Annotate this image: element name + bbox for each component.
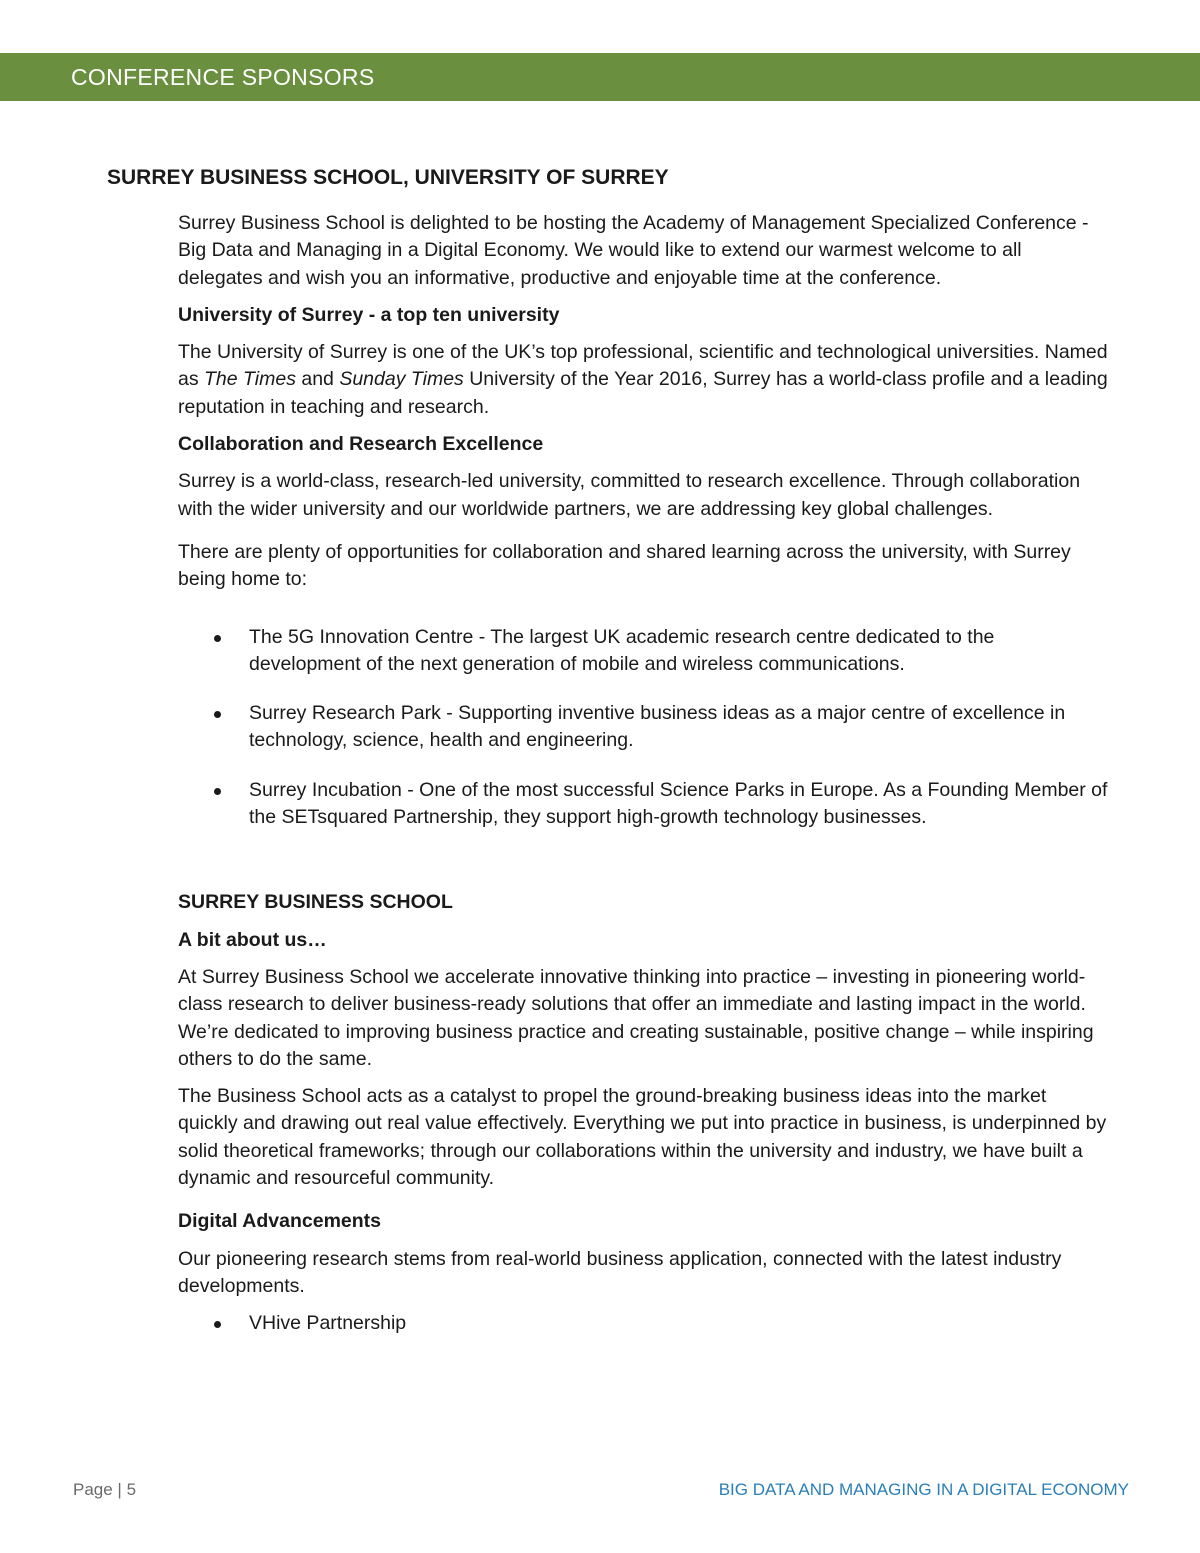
- digital-paragraph: Our pioneering research stems from real-world business application, connected with the latest industry developments.: [178, 1247, 1062, 1297]
- university-heading: University of Surrey - a top ten university: [178, 303, 560, 326]
- collaboration-paragraph-1: Surrey is a world-class, research-led university, committed to research excellence. Through collaboration with the wider university and our worldwide partners, we are addressing key global challenges.: [178, 470, 1081, 520]
- business-school-paragraph-2: The Business School acts as a catalyst to propel the ground-breaking business ideas into the market quickly and drawing out real value effectively. Everything we put into practice in business, is underpinned by solid theoretical frameworks; through our collaborations within the university and industry, we have built a dynamic and resourceful community.: [178, 1085, 1107, 1190]
- page-number: Page | 5: [73, 1480, 137, 1499]
- collaboration-paragraph-2: There are plenty of opportunities for collaboration and shared learning across the university, with Surrey being home to:: [178, 540, 1071, 591]
- list-item-text: Surrey Incubation - One of the most successful Science Parks in Europe. As a Founding Member of the SETsquared Partnership, they support high-growth technology businesses.: [249, 778, 1108, 829]
- intro-paragraph: Surrey Business School is delighted to be hosting the Academy of Management Specialized Conference - Big Data and Managing in a Digital Economy. We would like to extend our warmest welcome to all delegates and wish you an informative, productive and enjoyable time at the conference.: [178, 212, 1089, 289]
- about-us-heading: A bit about us…: [178, 928, 327, 951]
- main-content: [178, 210, 1108, 1360]
- university-text-1: The University of Surrey is one of the UK’s top professional, scientific and technological universities. Named as: [178, 341, 1108, 391]
- collaboration-heading: Collaboration and Research Excellence: [178, 433, 544, 456]
- business-school-heading: SURREY BUSINESS SCHOOL: [178, 891, 453, 914]
- list-item-text: VHive Partnership: [249, 1312, 407, 1335]
- list-item-text: The 5G Innovation Centre - The largest UK academic research centre dedicated to the development of the next generation of mobile and wireless communications.: [249, 625, 995, 675]
- page-title: SURREY BUSINESS SCHOOL, UNIVERSITY OF SURREY: [107, 166, 669, 189]
- sunday-times-italic: Sunday Times: [339, 368, 464, 391]
- list-item: [178, 700, 1108, 755]
- digital-heading: Digital Advancements: [178, 1210, 381, 1233]
- banner-title: CONFERENCE SPONSORS: [71, 63, 375, 90]
- section-banner: [0, 53, 1200, 101]
- list-item: [178, 777, 1108, 832]
- university-paragraph: [178, 339, 1108, 421]
- business-school-paragraph-1: At Surrey Business School we accelerate innovative thinking into practice – investing in pioneering world-class research to deliver business-ready solutions that offer an immediate and lasting impact in the world. We’re dedicated to improving business practice and creating sustainable, positive change – while inspiring others to do the same.: [178, 965, 1094, 1070]
- list-item: [178, 1310, 1108, 1337]
- bullet-icon: [214, 1321, 221, 1328]
- bullet-icon: [214, 635, 221, 642]
- bullet-icon: [214, 788, 221, 795]
- university-text-2: and: [295, 368, 340, 391]
- footer-document-title: BIG DATA AND MANAGING IN A DIGITAL ECONOMY: [718, 1480, 1129, 1499]
- university-text-3: University of the Year 2016, Surrey has a world-class profile and a leading reputation in teaching and research.: [178, 368, 1108, 418]
- bullet-icon: [214, 711, 221, 718]
- list-item: [178, 624, 1108, 679]
- collaboration-list: [178, 624, 1108, 832]
- digital-list: [178, 1310, 1108, 1337]
- times-italic: The Times: [204, 368, 296, 391]
- list-item-text: Surrey Research Park - Supporting inventive business ideas as a major centre of excellence in technology, science, health and engineering.: [249, 702, 1066, 752]
